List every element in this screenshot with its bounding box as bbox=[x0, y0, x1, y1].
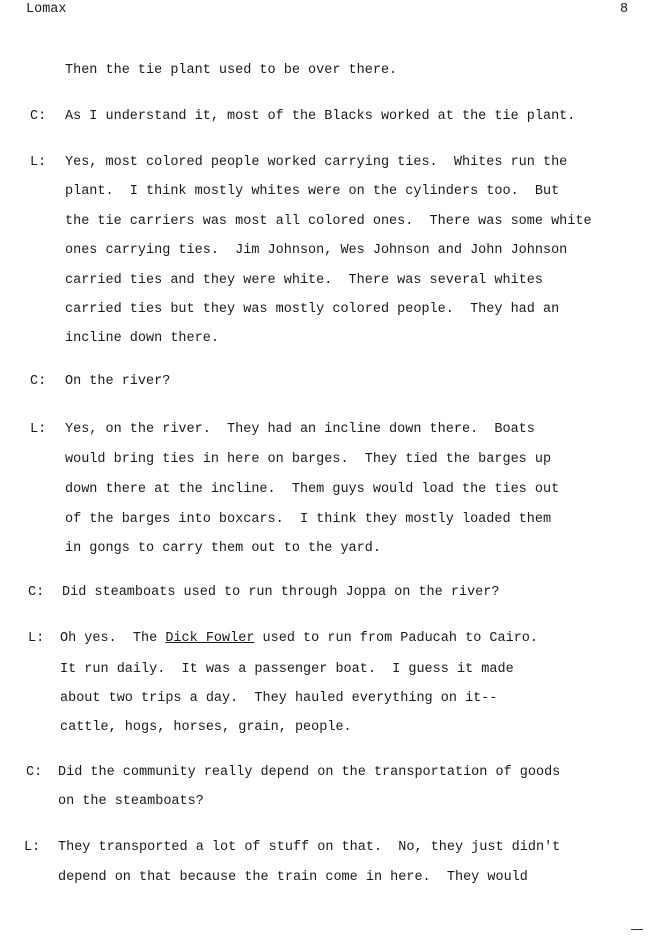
page-number: 8 bbox=[620, 2, 629, 17]
transcript-line: the tie carriers was most all colored ones. There was some white bbox=[65, 214, 592, 229]
transcript-line: carried ties and they were white. There was several whites bbox=[65, 273, 543, 288]
transcript-line: cattle, hogs, horses, grain, people. bbox=[60, 720, 352, 735]
transcript-line: about two trips a day. They hauled everything on it-- bbox=[60, 691, 498, 706]
transcript-line: ones carrying ties. Jim Johnson, Wes Johnson and John Johnson bbox=[65, 243, 568, 258]
transcript-line: plant. I think mostly whites were on the cylinders too. But bbox=[65, 184, 560, 199]
transcript-line: As I understand it, most of the Blacks worked at the tie plant. bbox=[65, 109, 576, 124]
speaker-label: C: bbox=[30, 374, 47, 389]
transcript-line: Yes, most colored people worked carrying ties. Whites run the bbox=[65, 155, 568, 170]
speaker-label: L: bbox=[30, 155, 47, 170]
transcript-line: depend on that because the train come in here. They would bbox=[58, 870, 528, 885]
transcript-line: Did steamboats used to run through Joppa on the river? bbox=[62, 585, 500, 600]
transcript-line: down there at the incline. Them guys would load the ties out bbox=[65, 482, 560, 497]
transcript-line: It run daily. It was a passenger boat. I guess it made bbox=[60, 662, 514, 677]
speaker-label: L: bbox=[24, 840, 41, 855]
speaker-label: C: bbox=[28, 585, 45, 600]
text-segment: Oh yes. The bbox=[60, 631, 166, 646]
transcript-line: carried ties but they was mostly colored people. They had an bbox=[65, 302, 560, 317]
transcript-line: incline down there. bbox=[65, 331, 219, 346]
transcript-line bbox=[60, 631, 538, 646]
speaker-label: L: bbox=[30, 422, 47, 437]
transcript-line: Did the community really depend on the transportation of goods bbox=[58, 765, 561, 780]
transcript-line: Then the tie plant used to be over there. bbox=[65, 63, 398, 78]
speaker-label: L: bbox=[28, 631, 45, 646]
transcript-line: would bring ties in here on barges. They tied the barges up bbox=[65, 452, 552, 467]
speaker-label: C: bbox=[30, 109, 47, 124]
transcript-line: of the barges into boxcars. I think they mostly loaded them bbox=[65, 512, 552, 527]
transcript-line: Yes, on the river. They had an incline down there. Boats bbox=[65, 422, 535, 437]
header-name: Lomax bbox=[26, 2, 67, 17]
transcript-line: in gongs to carry them out to the yard. bbox=[65, 541, 381, 556]
speaker-label: C: bbox=[26, 765, 43, 780]
boat-name: Dick Fowler bbox=[165, 631, 255, 646]
transcript-line: on the steamboats? bbox=[58, 794, 204, 809]
transcript-line: They transported a lot of stuff on that. No, they just didn't bbox=[58, 840, 561, 855]
page-edge-mark bbox=[631, 929, 643, 930]
transcript-line: On the river? bbox=[65, 374, 171, 389]
text-segment: used to run from Paducah to Cairo. bbox=[254, 631, 538, 646]
